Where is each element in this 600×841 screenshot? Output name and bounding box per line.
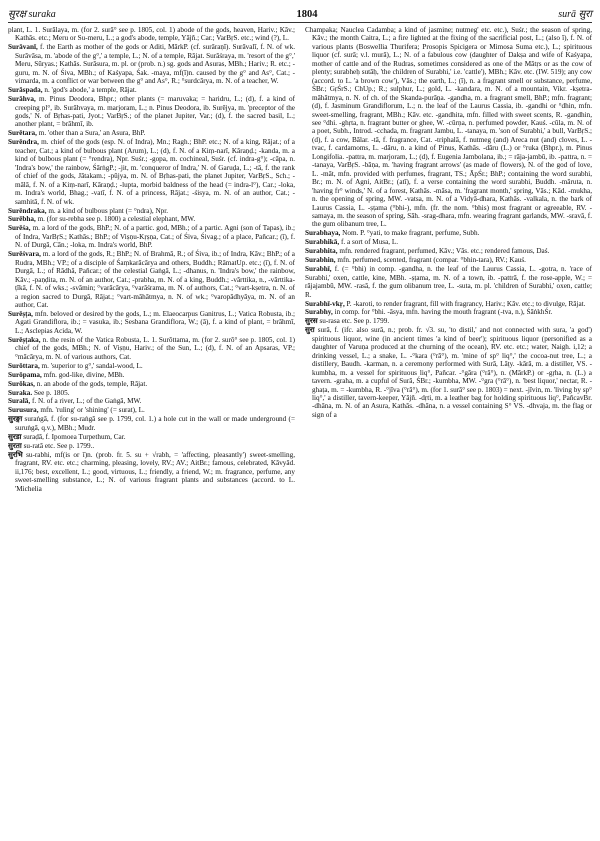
entry-text: m. (for su-rebha see p. 1800) a celestial elephant, MW. bbox=[37, 215, 196, 224]
dictionary-entry bbox=[8, 207, 295, 215]
dictionary-entry bbox=[8, 224, 295, 249]
entry-text: su-rabhi, mf(is or ī)n. (prob. fr. 5. su + √rabh, = 'affecting, pleasantly') sweet-smelling, fragrant, RV. etc. etc.; charming, pleasing, lovely, RV.; AV.; AitBr.; famous, celebrated, Kāvyād. ii,176; best, excellent, L.; good, virtuous, L.; friendly, a friend, W.; m. fragrance, perfume, any sweet-smelling substance, L.; N. of various fragrant plants and substances (accord. to L. 'Michelia bbox=[15, 450, 295, 493]
entry-headword: Surāvanī, bbox=[8, 43, 38, 52]
entry-headword: Surabhaya, bbox=[305, 229, 341, 238]
entry-headword: Surusura, bbox=[8, 406, 39, 415]
entry-headword: Surēśvara, bbox=[8, 250, 41, 259]
dictionary-entry bbox=[8, 442, 295, 450]
entry-text: See p. 1805. bbox=[33, 388, 70, 397]
entry-headword: Suralā, bbox=[8, 397, 31, 406]
entry-headword: Surēṣṭaka, bbox=[8, 335, 41, 344]
dictionary-entry bbox=[8, 86, 295, 94]
dictionary-entry bbox=[8, 250, 295, 309]
dictionary-entry bbox=[8, 26, 295, 43]
dictionary-entry bbox=[8, 43, 295, 85]
dictionary-entry bbox=[305, 308, 592, 316]
entry-headword: Surāspada, bbox=[8, 86, 43, 95]
entry-text: m. a lord of the gods, BhP.; N. of a partic. god, MBh.; of a partic. Agni (son of Tapas), ib.; of Indra, VarBṛS.; Kathās.; BhP.; of Viṣṇu-Kṛṣṇa, Cat.; of Śiva, Śivag.; of a place, Pañcar.; (ī), f. N. of Durgā, Cān.; -loka, m. Indra's world, BhP. bbox=[15, 224, 295, 250]
entry-headword: Surēndra, bbox=[8, 138, 39, 147]
entry-headword: Surabhī, bbox=[305, 265, 332, 274]
entry-text: m. 'superior to g°,' sandal-wood, L. bbox=[41, 361, 143, 370]
dictionary-entry bbox=[8, 95, 295, 129]
dictionary-entry bbox=[8, 406, 295, 414]
entry-text: mfn. god-like, divine, MBh. bbox=[43, 370, 125, 379]
entry-text: suraḍā, f. Ipomoea Turpethum, Car. bbox=[23, 432, 126, 441]
dictionary-entry bbox=[305, 238, 592, 246]
entry-text: su-rasa etc. See p. 1799. bbox=[319, 317, 390, 326]
page-number: 1804 bbox=[296, 9, 318, 20]
entry-headword: सुरडा bbox=[8, 432, 22, 441]
entry-text: su-ratā etc. See p. 1799.. bbox=[23, 441, 95, 450]
dictionary-entry bbox=[305, 247, 592, 255]
entry-text: mfn. perfumed, scented, fragrant (compar. °bhin-tara), RV.; Kauś. bbox=[337, 256, 526, 265]
dictionary-entry bbox=[8, 389, 295, 397]
dictionary-entry bbox=[305, 256, 592, 264]
dictionary-entry bbox=[305, 300, 592, 308]
dictionary-entry bbox=[8, 451, 295, 493]
dictionary-entry bbox=[305, 326, 592, 419]
dictionary-entry bbox=[8, 129, 295, 137]
entry-headword: सुरस bbox=[305, 317, 318, 326]
entry-headword: Surōpama, bbox=[8, 370, 42, 379]
entry-headword: Surōttara, bbox=[8, 361, 40, 370]
entry-headword: सुरङ्गा bbox=[8, 415, 23, 424]
entry-text: mfn. rendered fragrant, perfumed, Kāv.; Vās. etc.; rendered famous, Daś. bbox=[339, 247, 550, 256]
entry-text: m. a kind of bulbous plant (= °ndra), Npr. bbox=[48, 206, 169, 215]
entry-headword: Surabhy, bbox=[305, 308, 333, 317]
entry-headword: सुरा bbox=[305, 326, 315, 335]
entry-headword: Surēṣṭa, bbox=[8, 309, 33, 318]
dictionary-entry bbox=[8, 415, 295, 432]
dictionary-entry bbox=[305, 317, 592, 325]
entry-text: in comp. for °bhi. -āsya, mfn. having the mouth fragrant (-tva, n.), ŚāṅkhŚr. bbox=[334, 308, 553, 317]
entry-headword: Surēśa, bbox=[8, 224, 31, 233]
dictionary-entry bbox=[8, 397, 295, 405]
entry-text: f. the Earth as mother of the gods or Aditi, MārkP. (cf. surāraṇī). Surāvalī, f. N. of wk. Surāvāsa, m. 'abode of the g°,' a temple, L.; N. of a temple, Rājat. Surāśraya, m. 'resort of the g°,' Meru, Sūryas.; Kathās. Surāsura, m. pl. or (prob. n.) sg. gods and Asuras, MBh.; Hariv.; R. etc.; -guru, m. N. of Śiva, MBh.; of Kaśyapa, Śak. -maya, mf(ī)n. caused by the g° and As°, Cat.; -vimarda, m. a conflict or war between the g° and As°, R.; °surdcārya, m. N. of a teacher, W. bbox=[15, 43, 295, 86]
dictionary-entry bbox=[8, 380, 295, 388]
entry-text: n. an abode of the gods, temple, Rājat. bbox=[36, 379, 148, 388]
dictionary-entry bbox=[305, 265, 592, 299]
dictionary-entry bbox=[8, 371, 295, 379]
running-head-left: सुरक्ष suraka bbox=[8, 9, 56, 20]
dictionary-entry bbox=[8, 215, 295, 223]
entry-headword: Surēbha, bbox=[8, 215, 36, 224]
right-column bbox=[305, 26, 592, 841]
entry-headword: सुरभि bbox=[8, 450, 23, 459]
entry-text: Champaka; Nauclea Cadamba; a kind of jasmine; nutmeg' etc. etc.), Suśr.; the season of spring, Kāv.; the month Caitra, L.; a fire lighted at the fixing of the sacrificial post, L.; (also ī), f. N. of various plants (Boswellia Thurifera; Prosopis Spicigera or Mimosa Suma etc.), L.; spirituous liquor (cf. surā; v.l. murā), L.; N. of a fabulous cow (daughter of Dakṣa and wife of Kaśyapa, mother of cattle and of the Rudras, sometimes considered as one of the Mātṛs or as the cow of plenty; surabheḥ sutāḥ, 'the children of Surabhi,' i.e. 'cattle'), MBh.; Kāv. etc. (IW. 519); any cow (accord. to L. 'a brown cow'), Vās.; the earth, L.; (ī), n. a fragrant smell or substance, perfume, ŚBr.; GṛŚrS.; ChUp.; R.; sulphur, L.; gold, L. -kandara, m. N. of a mountain, Vikr. -kṣetra-māhātmya, n. N. of ch. of the Skanda-purāṇa. -gandha, m. a fragrant smell, BhP.; mfn. fragrant; (d), f. Jasminum Grandiflorum, L.; n. the leaf of the Laurus Cassia, ib. -gandhi or °dhin, mfn. sweet-smelling, fragrant, MBh.; Kāv. etc. -gandhita, mfn. filled with sweet scents, R. -gandhin, see °dhi. -ghṛta, n. fragrant butter or ghee, W. -cūrṇa, n. perfumed powder, Kauś. -cūla, m. N. of a poet, Subh., Introd. -cchada, m. fragrant Jambu, L. -tanaya, m. 'son of Surabhi,' a bull, VarBṛS.; (d), f. a cow, Bālar. -tā, f. fragrance, Cat. -triphalā, f. nutmeg (and) Areca nut (and) cloves, L. -tvac, f. cardamoms, L. -dāru, n. a kind of Pinus, Kathās. -dāru (L.) or °ruka (Bhpr.), m. Pinus Longifolia. -pattra, m. marjoram, L.; (d), f. Eugenia Jambolana, ib.; = rāja-jambū, ib. -pattra, n. = -tanaya, VarBṛS. -bāṇa, m. 'having fragrant arrows' (as made of flowers), N. of the god of love, L. -māt, mfn. provided with perfumes, fragrant, TS.; ĀpŚr.; BhP.; containing the word surabhi, Br.; m. N. of Agni, AitBr.; (atī), f. a verse containing the word surabhi, Buddh. -māruta, n. 'having fr° winds,' N. of a forest, Kathās. -māsa, m. 'fragrant month,' spring, Vās.; Kād. -mukha, n. the opening of spring, MW. -vatsa, m. N. of a Vidyā-dhara, Kathās. -valkala, n. the bark of Laurus Cassia, L. -ṣṭama (°bhi-), mfn. (fr. the nom. °bhis) most fragrant or agreeable, RV. -samaya, m. the season of spring, Sāh. -srag-dhara, mfn. wearing fragrant garlands, MW. -sravā, f. the gum olibanum tree, L. bbox=[305, 26, 592, 229]
dictionary-entry bbox=[8, 336, 295, 361]
entry-text: mfn. 'ruling' or 'shining' (= surat), L. bbox=[40, 406, 145, 415]
entry-headword: Surōkas, bbox=[8, 379, 35, 388]
entry-headword: Surabhī-vkṛ, bbox=[305, 299, 345, 308]
entry-text: surā, f. (ifc. also surā, n.; prob. fr. √3. su, 'to distil,' and not connected with sura, 'a god') spirituous liquor, wine (in ancient times 'a kind of beer'); spirituous liquor (personified as a daughter of Varuṇa produced at the churning of the ocean), RV. etc. etc.; water, Naigh. i,12; a drinking vessel, L.; a snake, L. -°kara (°rā°), m. 'mine of sp° liq°,' the cocoa-nut tree, L.; a distillery, Baudh. -karman, n. a ceremony performed with Surā, Lāṭy. -kārā, m. a distiller, VS. -kumbha, m. a vessel for spirituous liq°, Pañcar. -°gāra (°rā°), n. (MārkP.) or -gṛha, n. (L.) a tavern. -graha, m. a cupful of Surā, ŚBr.; -kumbha, MW. -°gra (°rā°), n. 'best liquor,' nectar, R. -ghaṭa, m. = -kumbha, R. -°jīva (°rā°), m. (for 1. surā° see p. 1803) = next. -jīvin, m. 'living by sp° liq°,' a distiller, tavern-keeper, Yājñ. -dṛti, m. a leather bag for holding spirituous liq°, PañcavBr. -dhāna, m. N. of an Asura, Kathās. -dhāna, n. a vessel containing S° VS. -dhvaja, m. the flag or sign of a bbox=[312, 326, 592, 419]
entry-text: mfn. beloved or desired by the gods, L.; m. Elaeocarpus Ganitrus, L.; Vatica Robusta, ib.; Agati Grandiflora, ib.; = vasuka, ib.; Sesbana Grandiflora, W.; (ā), f. a kind of plant, = brāhmī, L.; Asclepias Acida, W. bbox=[15, 309, 295, 335]
entry-text: f. (= °bhi) in comp. -gandha, n. the leaf of the Laurus Cassia, L. -gotra, n. 'race of Surabhi,' oxen, cattle, kine, MBh. -ṣṭama, m. N. of a town, ib. -pattrā, f. the rose-apple, W.; = rājajambū, MW. -rasā, f. the gum olibanum tree, L. -suta, m. pl. 'children of Surabhi,' oxen, cattle; R. bbox=[305, 265, 592, 299]
dictionary-entry bbox=[8, 138, 295, 206]
entry-headword: Surabhikā, bbox=[305, 238, 340, 247]
entry-text: n. the resin of the Vatica Robusta, L. 1. Surōttama, m. (for 2. surō° see p. 1805, col. 1) chief of the gods, MBh.; N. of Viṣṇu, Hariv.; of the Sun, L.; (d), f. N. of an Apsaras, VP.; °mācārya, m. N. of various authors, Cat. bbox=[15, 335, 295, 361]
entry-text: m. chief of the gods (esp. N. of Indra), Mn.; Ragh.; BhP. etc.; N. of a king, Rājat.; of a teacher, Cat.; a kind of bulbous plant (Arum), L.; (d), f. N. of a Kiṃ-narī, Kāraṇḍ.; -kanda, m. a kind of bulbous plant (= °rendra), Npr. Suśr.; -gopa, m. cochineal, Suśr. (cf. indra-g°); -cāpa, n. 'Indra's bow,' the rainbow, ŚārṅgP.; -jit, m. 'conqueror of Indra,' N. of Garuḍa, L.; -tā, f. the rank of chief of the gods, Jātakam.; -pūjya, m. N. of Bṛhas-pati, the planet Jupiter, VarBṛS., Sch.; -mālā, f. N. of a Kiṃ-narī, Kāraṇḍ.; -lupta, morbid baldness of the head (= indra-l°), Car.; -loka, m. Indra's world, Bhag.; -vatī, f. N. of a princess, Rājat.; -śisya, m. N. of an author, Cat.; -samhitā, f. N. of wk. bbox=[15, 138, 295, 206]
entry-text: n. 'god's abode,' a temple, Rājat. bbox=[44, 86, 137, 95]
entry-text: suraṅgā, f. (for su-raṅgā see p. 1799, col. 1.) a hole cut in the wall or made underground (= suruṅgā, q.v.), MBh.; Mudr. bbox=[15, 415, 295, 432]
entry-headword: Surāhva, bbox=[8, 95, 36, 104]
entry-text: f. a sort of Musa, L. bbox=[340, 238, 399, 247]
entry-headword: Surabhita, bbox=[305, 247, 338, 256]
dictionary-entry bbox=[8, 310, 295, 335]
entry-headword: Surētara, bbox=[8, 129, 37, 138]
running-head-right: surā सुरा bbox=[558, 9, 592, 20]
entry-headword: Surēndraka, bbox=[8, 206, 47, 215]
running-head bbox=[8, 6, 592, 23]
entry-text: Nom. P. °yati, to make fragrant, perfume, Subh. bbox=[342, 229, 480, 238]
entry-text: plant, L. 1. Surālaya, m. (for 2. surā° see p. 1805, col. 1) abode of the gods, heaven, Hariv.; Kāv.; Kathās. etc.; Meru or Su-meru, L.; a god's abode, temple, Yājñ.; Car.; VarBṛS. etc.; wind (?), L. bbox=[8, 26, 295, 43]
entry-headword: Surabhin, bbox=[305, 256, 336, 265]
entry-headword: सुरता bbox=[8, 441, 22, 450]
entry-text: m. a lord of the gods, R.; BhP.; N. of Brahmā, R.; of Śiva, ib.; of Indra, Kāv.; BhP.; of a Rudra, MBh.; VP.; of a disciple of Śaṃkarācārya and others, Buddh.; RāmatUp. etc.; (ī), f. N. of Durgā, L.; of Rādhā, Pañcar.; of the celestial Gaṅgā, L.; -dhanus, n. 'Indra's bow,' the rainbow, Kāv.; -paṇḍita, m. N. of an author, Cat.; -prabha, m. N. of a king, Buddh.; -vārttika, n., -vārttika-ṭīkā, f. N. of wks.; -svāmin; °varācārya, °varāśrama, m. N. of authors, Cat.; °vart-kṣetra, n. N. of a region sacred to Durgā, Rājat.; °vart-māhātmya, n. N. of wk.; °varopādhyāya, m. N. of an author, Cat. bbox=[15, 250, 295, 309]
entry-headword: Suraka. bbox=[8, 388, 33, 397]
dictionary-entry bbox=[305, 229, 592, 237]
entry-text: f. N. of a river, L.; of the Gaṅgā, MW. bbox=[31, 397, 142, 406]
entry-text: P. -karoti, to render fragrant, fill with fragrancy, Hariv.; Kāv. etc.; to divulge, Rājat. bbox=[346, 299, 586, 308]
dictionary-entry bbox=[305, 26, 592, 229]
left-column bbox=[8, 26, 295, 841]
dictionary-entry bbox=[8, 433, 295, 441]
entry-text: m. 'other than a Sura,' an Asura, BhP. bbox=[38, 129, 146, 138]
dictionary-entry bbox=[8, 362, 295, 370]
entry-text: m. Pinus Deodora, Bhpr.; other plants (= maruvaka; = haridru, L.; (d), f. a kind of creeping pl°, ib. Surāhvaya, m. marjoram, L.; n. Pinus Deodora, ib. Surējya, m. 'preceptor of the gods,' N. of Bṛhas-pati, Jyot.; VarBṛS.; of the planet Jupiter, Var.; (d), f. the sacred basil, L.; another plant, = brāhmī, ib. bbox=[15, 95, 295, 129]
